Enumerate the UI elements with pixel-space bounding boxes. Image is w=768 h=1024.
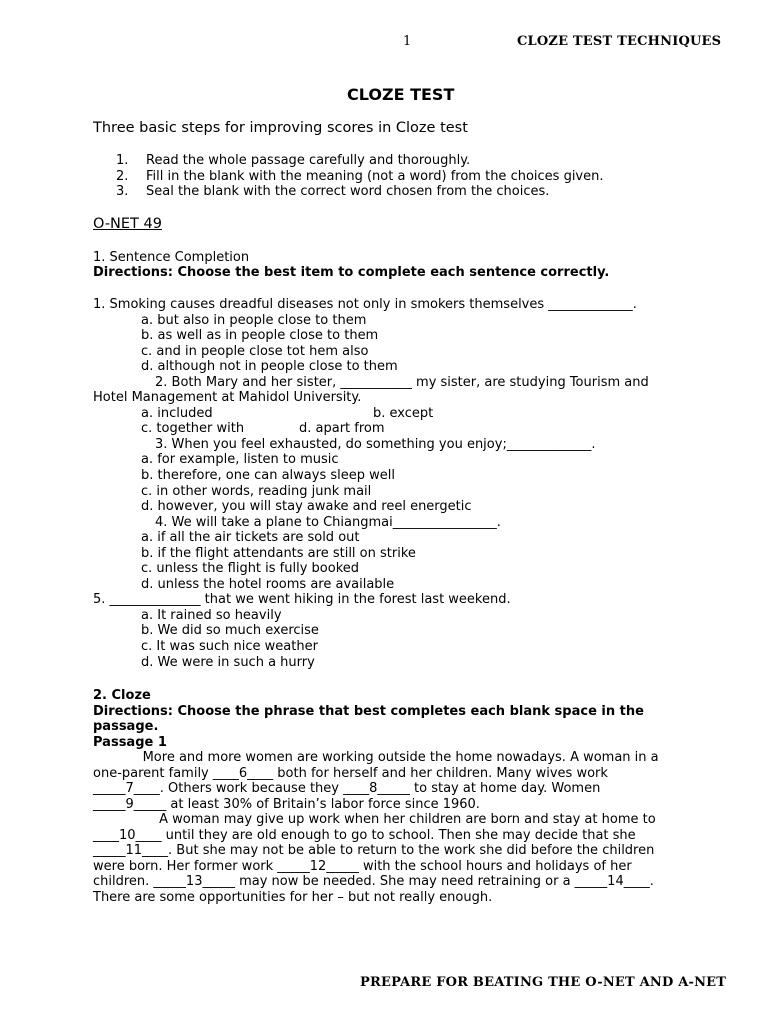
part1-directions: Directions: Choose the best item to complete each sentence correctly. bbox=[93, 265, 610, 280]
passage-line: ____10____ until they are old enough to go to school. Then she may decide that she bbox=[93, 827, 636, 843]
list-item bbox=[108, 169, 604, 185]
option-row bbox=[93, 421, 649, 437]
option: d. although not in people close to them bbox=[141, 359, 398, 375]
option: b. therefore, one can always sleep well bbox=[141, 468, 395, 484]
passage-line: More and more women are working outside the home nowadays. A woman in a bbox=[93, 750, 659, 765]
page-footer: PREPARE FOR BEATING THE O-NET AND A-NET bbox=[360, 975, 727, 990]
option: d. apart from bbox=[299, 421, 385, 437]
step-text: Seal the blank with the correct word chosen from the choices. bbox=[146, 184, 550, 199]
option: a. included bbox=[141, 405, 213, 421]
list-item bbox=[108, 184, 604, 200]
part1-heading: 1. Sentence Completion bbox=[93, 250, 250, 265]
option-row bbox=[93, 406, 649, 422]
question-2: 2. Both Mary and her sister, ___________ my sister, are studying Tourism and bbox=[155, 374, 649, 390]
option: b. if the flight attendants are still on strike bbox=[141, 545, 416, 561]
option: d. however, you will stay awake and reel energetic bbox=[141, 499, 472, 515]
question-5: 5. ______________ that we went hiking in the forest last weekend. bbox=[93, 592, 511, 608]
step-number: 3. bbox=[116, 184, 129, 199]
option: b. We did so much exercise bbox=[141, 623, 319, 639]
option: d. We were in such a hurry bbox=[141, 654, 315, 670]
section-heading: O-NET 49 bbox=[93, 216, 162, 232]
passage-line: children. _____13_____ may now be needed. She may need retraining or a _____14____. bbox=[93, 874, 654, 890]
passage-label: Passage 1 bbox=[93, 735, 167, 750]
list-item bbox=[108, 153, 604, 169]
question-2-cont: Hotel Management at Mahidol University. bbox=[93, 390, 362, 406]
part2-directions: Directions: Choose the phrase that best completes each blank space in the bbox=[93, 704, 644, 719]
passage-line: _____7____. Others work because they ____8_____ to stay at home day. Women bbox=[93, 781, 601, 797]
option: c. together with bbox=[141, 421, 245, 437]
question-1: 1. Smoking causes dreadful diseases not only in smokers themselves _____________. bbox=[93, 297, 637, 312]
step-number: 2. bbox=[116, 168, 129, 184]
passage-line: _____11____. But she may not be able to return to the work she did before the children bbox=[93, 843, 655, 859]
option: a. for example, listen to music bbox=[141, 452, 339, 468]
steps-list bbox=[108, 153, 604, 200]
option: b. except bbox=[373, 405, 434, 421]
running-title: CLOZE TEST TECHNIQUES bbox=[517, 34, 722, 49]
part2-directions-cont: passage. bbox=[93, 719, 159, 734]
passage-line: _____9_____ at least 30% of Britain’s labor force since 1960. bbox=[93, 796, 480, 812]
step-text: Read the whole passage carefully and thoroughly. bbox=[146, 153, 471, 168]
passage-line: A woman may give up work when her children are born and stay at home to bbox=[93, 812, 656, 828]
page-title: CLOZE TEST bbox=[347, 85, 455, 104]
option: c. and in people close tot hem also bbox=[141, 343, 369, 359]
part2-heading: 2. Cloze bbox=[93, 688, 151, 703]
option: a. if all the air tickets are sold out bbox=[141, 530, 360, 546]
part1-questions bbox=[93, 297, 649, 670]
option: a. It rained so heavily bbox=[141, 607, 282, 623]
option: c. It was such nice weather bbox=[141, 639, 318, 655]
question-4: 4. We will take a plane to Chiangmai________________. bbox=[155, 514, 501, 530]
question-3: 3. When you feel exhausted, do something you enjoy;_____________. bbox=[155, 436, 596, 452]
option: b. as well as in people close to them bbox=[141, 328, 379, 344]
option: c. in other words, reading junk mail bbox=[141, 483, 372, 499]
option: d. unless the hotel rooms are available bbox=[141, 576, 395, 592]
option: c. unless the flight is fully booked bbox=[141, 561, 360, 577]
page-number: 1 bbox=[403, 34, 412, 49]
step-number: 1. bbox=[116, 153, 129, 168]
passage-line: one-parent family ____6____ both for herself and her children. Many wives work bbox=[93, 765, 608, 781]
passage-line: were born. Her former work _____12_____ with the school hours and holidays of her bbox=[93, 858, 632, 874]
subtitle: Three basic steps for improving scores in Cloze test bbox=[93, 120, 468, 136]
passage-text bbox=[93, 750, 729, 905]
step-text: Fill in the blank with the meaning (not a word) from the choices given. bbox=[146, 168, 604, 184]
passage-line: There are some opportunities for her – but not really enough. bbox=[93, 889, 493, 905]
option: a. but also in people close to them bbox=[141, 312, 367, 328]
